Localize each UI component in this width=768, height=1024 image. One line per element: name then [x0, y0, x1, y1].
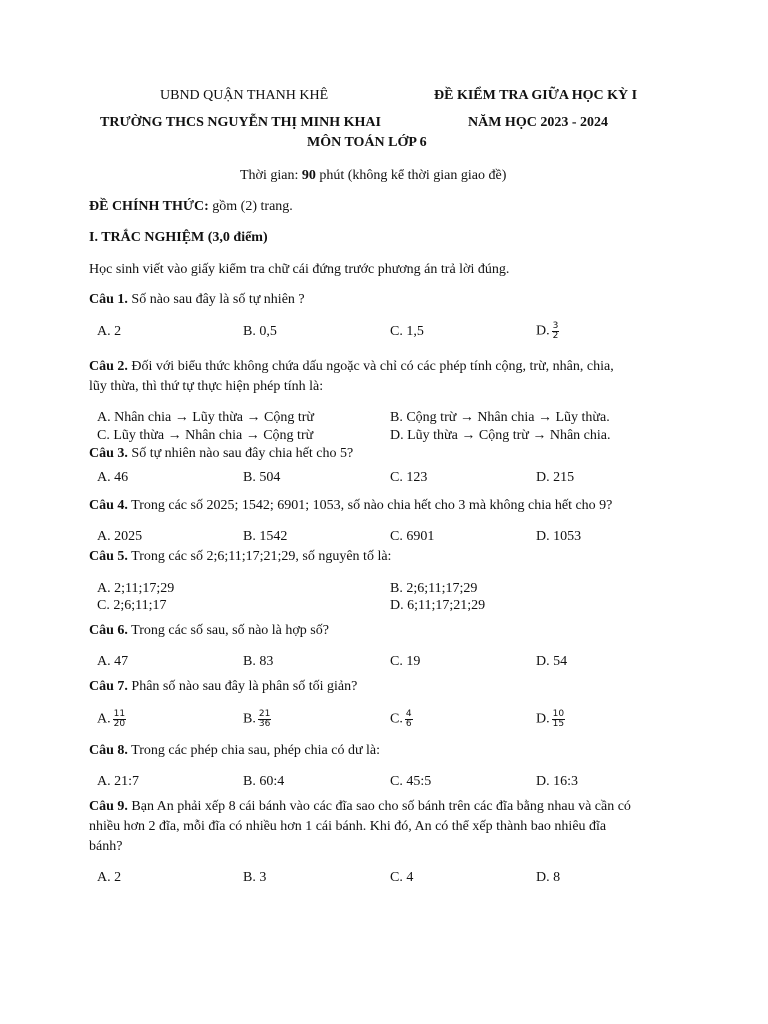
q9-option-c: C. 4 — [390, 870, 414, 885]
school-year: NĂM HỌC 2023 - 2024 — [468, 115, 608, 130]
q8-option-b: B. 60:4 — [243, 774, 285, 789]
q9-option-b: B. 3 — [243, 870, 267, 885]
question-5: Câu 5. Trong các số 2;6;11;17;21;29, số nguyên tố là: — [89, 549, 392, 564]
section-title: I. TRẮC NGHIỆM (3,0 điểm) — [89, 230, 268, 245]
q9-option-a: A. 2 — [97, 870, 122, 885]
q8-option-c: C. 45:5 — [390, 774, 432, 789]
q1-option-d: D. $\frac{3}{2}$ — [536, 321, 559, 341]
q8-option-a: A. 21:7 — [97, 774, 139, 789]
section-instruction: Học sinh viết vào giấy kiểm tra chữ cái đứng trước phương án trả lời đúng. — [89, 262, 510, 277]
q6-option-b: B. 83 — [243, 654, 274, 669]
question-4: Câu 4. Trong các số 2025; 1542; 6901; 1053, số nào chia hết cho 3 mà không chia hết cho 9? — [89, 498, 613, 513]
school-name: TRƯỜNG THCS NGUYỄN THỊ MINH KHAI — [100, 115, 381, 130]
q7-option-a: A. $\frac{11}{20}$ — [97, 709, 126, 729]
q7-option-b: B. $\frac{21}{36}$ — [243, 709, 271, 729]
q7-option-c: C. $\frac{4}{6}$ — [390, 709, 412, 729]
question-3: Câu 3. Số tự nhiên nào sau đây chia hết cho 5? — [89, 446, 354, 461]
q7-option-d: D. $\frac{10}{15}$ — [536, 709, 565, 729]
q5-option-b: B. 2;6;11;17;29 — [390, 581, 478, 596]
q5-option-c: C. 2;6;11;17 — [97, 598, 167, 613]
q3-option-c: C. 123 — [390, 470, 428, 485]
q1-option-b: B. 0,5 — [243, 324, 277, 339]
question-2: Câu 2. Đối với biểu thức không chứa dấu ngoặc và chỉ có các phép tính cộng, trừ, nhân, chia, — [89, 359, 614, 374]
q2-option-b: B. Cộng trừ → Nhân chia → Lũy thừa. — [390, 410, 610, 425]
q3-option-d: D. 215 — [536, 470, 575, 485]
q8-option-d: D. 16:3 — [536, 774, 578, 789]
q6-option-d: D. 54 — [536, 654, 568, 669]
q3-option-a: A. 46 — [97, 470, 129, 485]
district-name: UBND QUẬN THANH KHÊ — [160, 88, 329, 103]
q2-option-c: C. Lũy thừa → Nhân chia → Cộng trừ — [97, 428, 314, 443]
q3-option-b: B. 504 — [243, 470, 281, 485]
official-note: ĐỀ CHÍNH THỨC: gồm (2) trang. — [89, 199, 293, 214]
q5-option-a: A. 2;11;17;29 — [97, 581, 175, 596]
question-7: Câu 7. Phân số nào sau đây là phân số tối giản? — [89, 679, 358, 694]
question-9: Câu 9. Bạn An phải xếp 8 cái bánh vào các đĩa sao cho số bánh trên các đĩa bằng nhau và cần có — [89, 799, 631, 814]
q1-option-a: A. 2 — [97, 324, 122, 339]
q5-option-d: D. 6;11;17;21;29 — [390, 598, 486, 613]
q4-option-d: D. 1053 — [536, 529, 582, 544]
q4-option-a: A. 2025 — [97, 529, 143, 544]
question-1: Câu 1. Số nào sau đây là số tự nhiên ? — [89, 292, 305, 307]
question-9-line2: nhiều hơn 2 đĩa, mỗi đĩa có nhiều hơn 1 cái bánh. Khi đó, An có thể xếp thành bao nhiêu đĩa — [89, 819, 607, 834]
q1-option-c: C. 1,5 — [390, 324, 424, 339]
q2-option-d: D. Lũy thừa → Cộng trừ → Nhân chia. — [390, 428, 611, 443]
q9-option-d: D. 8 — [536, 870, 561, 885]
question-9-line3: bánh? — [89, 839, 123, 854]
question-6: Câu 6. Trong các số sau, số nào là hợp số? — [89, 623, 329, 638]
q6-option-a: A. 47 — [97, 654, 129, 669]
q4-option-b: B. 1542 — [243, 529, 288, 544]
q2-option-a: A. Nhân chia → Lũy thừa → Cộng trừ — [97, 410, 314, 425]
subject-title: MÔN TOÁN LỚP 6 — [307, 135, 427, 150]
exam-title: ĐỀ KIỂM TRA GIỮA HỌC KỲ I — [434, 88, 638, 103]
q4-option-c: C. 6901 — [390, 529, 435, 544]
time-line: Thời gian: 90 phút (không kể thời gian giao đề) — [240, 168, 507, 183]
question-2-line2: lũy thừa, thì thứ tự thực hiện phép tính là: — [89, 379, 324, 394]
question-8: Câu 8. Trong các phép chia sau, phép chia có dư là: — [89, 743, 381, 758]
q6-option-c: C. 19 — [390, 654, 421, 669]
